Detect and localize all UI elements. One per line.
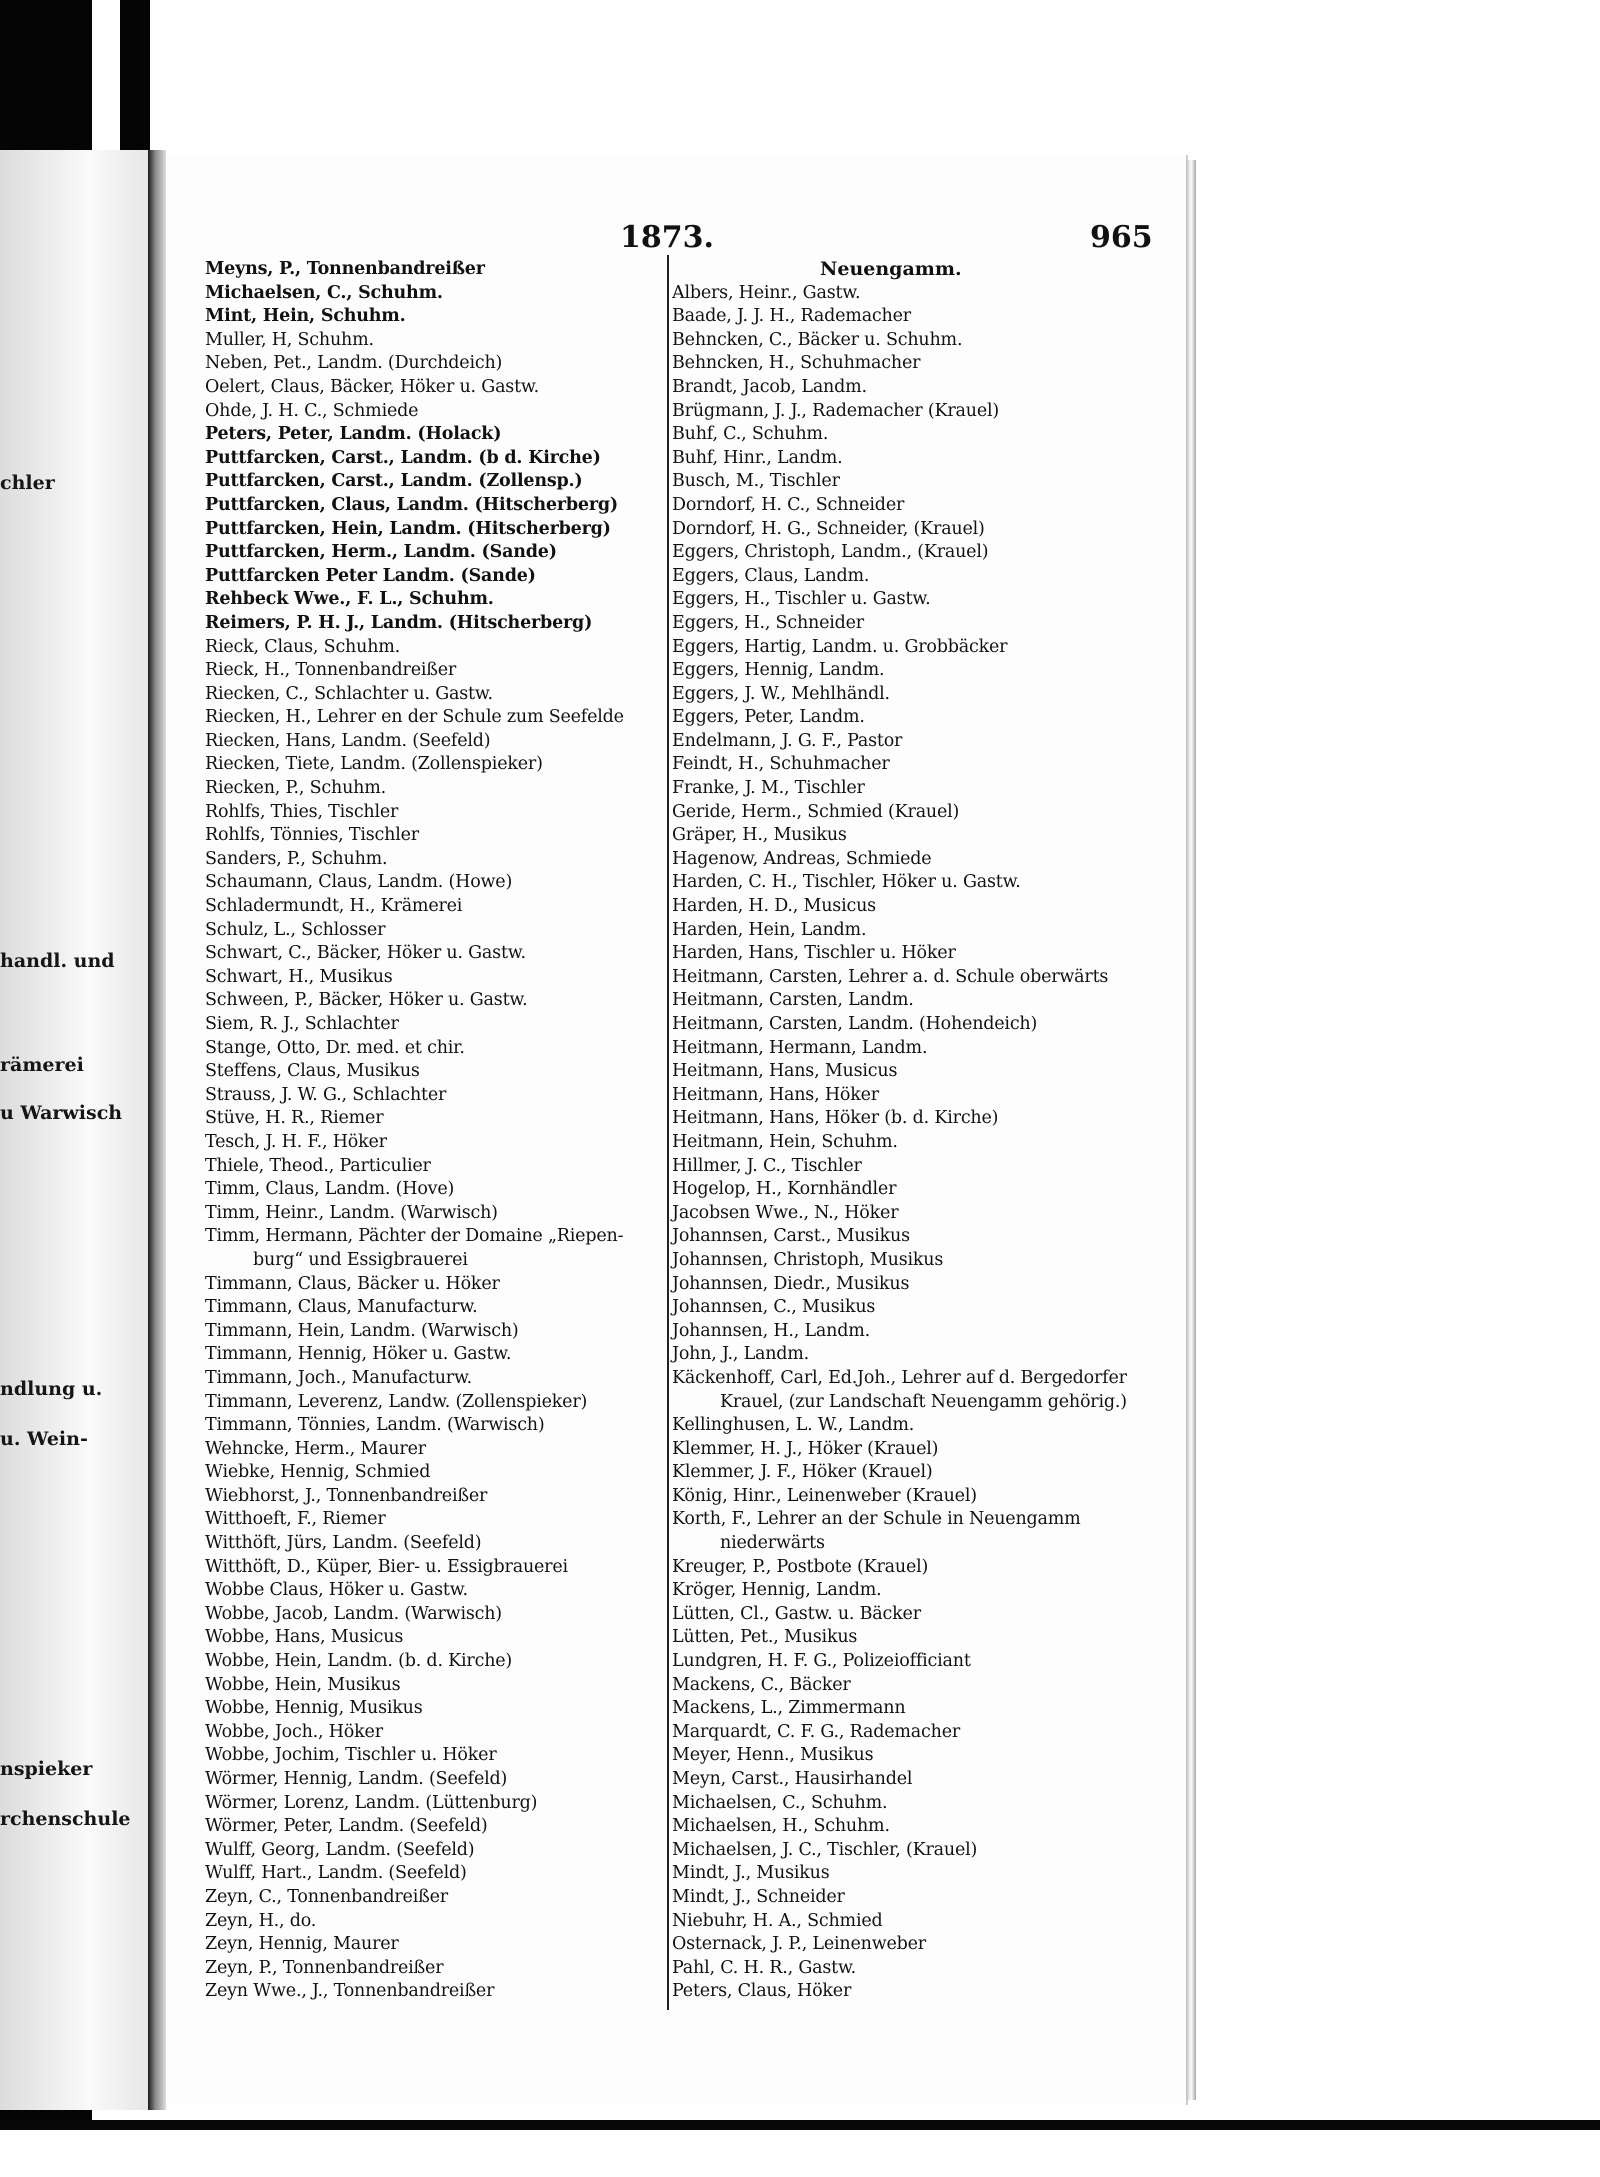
directory-entry: Neben, Pet., Landm. (Durchdeich) — [205, 353, 503, 374]
directory-entry: Buhf, Hinr., Landm. — [672, 447, 843, 468]
section-title-spacer — [672, 258, 1142, 282]
directory-entry: Wobbe, Joch., Höker — [205, 1721, 383, 1742]
directory-entry: Timmann, Claus, Bäcker u. Höker — [205, 1273, 500, 1294]
directory-entry: Baade, J. J. H., Rademacher — [672, 306, 911, 327]
directory-entry: Pahl, C. H. R., Gastw. — [672, 1957, 857, 1978]
directory-entry: Wulff, Georg, Landm. (Seefeld) — [205, 1839, 475, 1860]
left-fragment-text: ndlung u. — [0, 1378, 103, 1400]
directory-entry: Timmann, Claus, Manufacturw. — [205, 1297, 478, 1318]
scan-bottom-edge — [0, 2120, 1600, 2130]
left-fragment-text: handl. und — [0, 950, 115, 972]
directory-entry: Meyer, Henn., Musikus — [672, 1745, 874, 1766]
directory-entry: Wehncke, Herm., Maurer — [205, 1438, 426, 1459]
directory-entry: Eggers, J. W., Mehlhändl. — [672, 683, 890, 704]
directory-entry: Mint, Hein, Schuhm. — [205, 306, 406, 327]
directory-entry: Hillmer, J. C., Tischler — [672, 1155, 862, 1176]
directory-entry: Timmann, Leverenz, Landw. (Zollenspieker) — [205, 1391, 588, 1412]
left-fragment-text: nspieker — [0, 1758, 93, 1780]
directory-entry: Eggers, Peter, Landm. — [672, 707, 865, 728]
directory-entry: Zeyn, C., Tonnenbandreißer — [205, 1886, 448, 1907]
directory-entry: Riecken, Tiete, Landm. (Zollenspieker) — [205, 754, 543, 775]
directory-entry: Puttfarcken Peter Landm. (Sande) — [205, 565, 536, 586]
directory-entry: Klemmer, J. F., Höker (Krauel) — [672, 1462, 933, 1483]
directory-entry: Geride, Herm., Schmied (Krauel) — [672, 801, 960, 822]
directory-entry: Harden, C. H., Tischler, Höker u. Gastw. — [672, 872, 1021, 893]
directory-entry: Busch, M., Tischler — [672, 471, 840, 492]
directory-entry: Puttfarcken, Hein, Landm. (Hitscherberg) — [205, 518, 611, 539]
directory-entry: Wörmer, Peter, Landm. (Seefeld) — [205, 1816, 488, 1837]
directory-entry: Heitmann, Hans, Höker (b. d. Kirche) — [672, 1108, 999, 1129]
directory-entry: Eggers, H., Schneider — [672, 612, 864, 633]
directory-entry: Endelmann, J. G. F., Pastor — [672, 730, 903, 751]
book-gutter — [148, 150, 166, 2110]
left-fragment-text: u Warwisch — [0, 1102, 123, 1124]
directory-entry: Witthöft, Jürs, Landm. (Seefeld) — [205, 1533, 482, 1554]
directory-entry: Stüve, H. R., Riemer — [205, 1108, 384, 1129]
directory-entry: Mindt, J., Schneider — [672, 1886, 845, 1907]
directory-entry: Brandt, Jacob, Landm. — [672, 376, 867, 397]
directory-entry: Wobbe, Hennig, Musikus — [205, 1698, 423, 1719]
directory-entry: Timmann, Hein, Landm. (Warwisch) — [205, 1320, 519, 1341]
directory-entry: Riecken, H., Lehrer en der Schule zum Seefelde — [205, 707, 624, 728]
directory-entry: Puttfarcken, Herm., Landm. (Sande) — [205, 542, 557, 563]
directory-entry: Buhf, C., Schuhm. — [672, 424, 829, 445]
directory-entry: Rieck, Claus, Schuhm. — [205, 636, 401, 657]
book-spine-shadow-upper — [120, 0, 150, 150]
directory-entry: Wiebhorst, J., Tonnenbandreißer — [205, 1485, 488, 1506]
directory-entry: Schween, P., Bäcker, Höker u. Gastw. — [205, 990, 528, 1011]
directory-entry: Brügmann, J. J., Rademacher (Krauel) — [672, 400, 1000, 421]
directory-entry: Dorndorf, H. G., Schneider, (Krauel) — [672, 518, 985, 539]
directory-entry: Eggers, H., Tischler u. Gastw. — [672, 589, 931, 610]
directory-entry: Mackens, C., Bäcker — [672, 1674, 851, 1695]
directory-entry: Puttfarcken, Claus, Landm. (Hitscherberg) — [205, 494, 618, 515]
directory-entry: Dorndorf, H. C., Schneider — [672, 494, 905, 515]
directory-entry: Heitmann, Hein, Schuhm. — [672, 1131, 898, 1152]
directory-entry: Peters, Claus, Höker — [672, 1981, 852, 2002]
directory-entry: Rehbeck Wwe., F. L., Schuhm. — [205, 589, 494, 610]
directory-entry: Schwart, H., Musikus — [205, 966, 393, 987]
directory-entry: Rohlfs, Thies, Tischler — [205, 801, 399, 822]
directory-entry: Lundgren, H. F. G., Polizeiofficiant — [672, 1651, 971, 1672]
directory-entry: Wobbe, Jacob, Landm. (Warwisch) — [205, 1603, 502, 1624]
directory-entry: Wörmer, Hennig, Landm. (Seefeld) — [205, 1769, 508, 1789]
directory-entry: Rieck, H., Tonnenbandreißer — [205, 660, 457, 681]
directory-entry: Meyn, Carst., Hausirhandel — [672, 1769, 913, 1789]
directory-entry: Meyns, P., Tonnenbandreißer — [205, 259, 485, 279]
directory-entry: Johannsen, H., Landm. — [672, 1320, 870, 1341]
directory-entry: Kellinghusen, L. W., Landm. — [672, 1415, 915, 1436]
left-fragment-text: chler — [0, 472, 55, 494]
right-column-list — [672, 258, 1142, 2004]
directory-entry: Michaelsen, C., Schuhm. — [205, 282, 443, 303]
directory-entry: Behncken, H., Schuhmacher — [672, 353, 921, 374]
left-page-fragment — [0, 150, 150, 2110]
directory-entry: Jacobsen Wwe., N., Höker — [672, 1202, 899, 1223]
directory-entry: König, Hinr., Leinenweber (Krauel) — [672, 1485, 977, 1506]
directory-entry: Timmann, Joch., Manufacturw. — [205, 1367, 473, 1388]
directory-entry: Käckenhoff, Carl, Ed.Joh., Lehrer auf d. Bergedorfer — [672, 1367, 1127, 1388]
directory-entry: Heitmann, Carsten, Landm. (Hohendeich) — [672, 1014, 1038, 1034]
directory-entry: Puttfarcken, Carst., Landm. (b d. Kirche) — [205, 447, 601, 468]
directory-entry: Wobbe, Hein, Landm. (b. d. Kirche) — [205, 1651, 513, 1672]
section-title: Neuengamm. — [820, 258, 962, 280]
directory-entry: Zeyn, P., Tonnenbandreißer — [205, 1957, 444, 1978]
directory-entry: Heitmann, Hans, Höker — [672, 1084, 879, 1105]
directory-entry: Schaumann, Claus, Landm. (Howe) — [205, 872, 513, 893]
column-divider — [667, 255, 669, 2010]
directory-entry: Zeyn Wwe., J., Tonnenbandreißer — [205, 1981, 495, 2002]
directory-entry: Michaelsen, J. C., Tischler, (Krauel) — [672, 1839, 978, 1860]
directory-entry: Korth, F., Lehrer an der Schule in Neuengamm — [672, 1509, 1081, 1530]
directory-entry: Krauel, (zur Landschaft Neuengamm gehörig.) — [720, 1391, 1127, 1412]
directory-entry: Wulff, Hart., Landm. (Seefeld) — [205, 1863, 467, 1884]
directory-entry: Mackens, L., Zimmermann — [672, 1698, 906, 1719]
directory-entry: Johannsen, Carst., Musikus — [672, 1226, 910, 1247]
directory-entry: Zeyn, H., do. — [205, 1910, 317, 1931]
directory-entry: Marquardt, C. F. G., Rademacher — [672, 1721, 961, 1742]
directory-entry: Timm, Heinr., Landm. (Warwisch) — [205, 1202, 498, 1223]
directory-entry: Eggers, Christoph, Landm., (Krauel) — [672, 542, 989, 563]
directory-entry: Wobbe, Hans, Musicus — [205, 1627, 404, 1648]
left-fragment-text: rchenschule — [0, 1808, 131, 1830]
directory-entry: Schwart, C., Bäcker, Höker u. Gastw. — [205, 943, 526, 964]
directory-entry: Albers, Heinr., Gastw. — [672, 282, 861, 303]
directory-entry: Reimers, P. H. J., Landm. (Hitscherberg) — [205, 612, 593, 633]
left-fragment-text: u. Wein- — [0, 1428, 88, 1450]
left-fragment-text: rämerei — [0, 1054, 84, 1076]
directory-entry: Schladermundt, H., Krämerei — [205, 896, 463, 917]
directory-entry: niederwärts — [720, 1533, 825, 1554]
directory-entry: Eggers, Hartig, Landm. u. Grobbäcker — [672, 636, 1008, 657]
directory-entry: Tesch, J. H. F., Höker — [205, 1131, 387, 1152]
directory-entry: Ohde, J. H. C., Schmiede — [205, 400, 419, 421]
directory-entry: Gräper, H., Musikus — [672, 825, 847, 846]
directory-entry: Timmann, Hennig, Höker u. Gastw. — [205, 1344, 512, 1365]
directory-entry: Mindt, J., Musikus — [672, 1863, 830, 1884]
directory-entry: Puttfarcken, Carst., Landm. (Zollensp.) — [205, 471, 583, 492]
directory-entry: Peters, Peter, Landm. (Holack) — [205, 424, 502, 445]
directory-entry: Wörmer, Lorenz, Landm. (Lüttenburg) — [205, 1792, 538, 1813]
directory-entry: Steffens, Claus, Musikus — [205, 1061, 420, 1082]
directory-entry: Oelert, Claus, Bäcker, Höker u. Gastw. — [205, 376, 539, 397]
directory-entry: Michaelsen, H., Schuhm. — [672, 1816, 890, 1837]
directory-entry: Timmann, Tönnies, Landm. (Warwisch) — [205, 1415, 545, 1436]
directory-entry: Witthoeft, F., Riemer — [205, 1509, 386, 1530]
directory-entry: Strauss, J. W. G., Schlachter — [205, 1084, 447, 1105]
directory-entry: Heitmann, Carsten, Lehrer a. d. Schule oberwärts — [672, 966, 1109, 987]
directory-entry: Rohlfs, Tönnies, Tischler — [205, 825, 419, 846]
directory-entry: Harden, Hans, Tischler u. Höker — [672, 943, 956, 964]
page-edge — [1186, 160, 1196, 2100]
directory-entry: Wobbe Claus, Höker u. Gastw. — [205, 1580, 468, 1601]
directory-entry: Stange, Otto, Dr. med. et chir. — [205, 1037, 465, 1058]
directory-entry: Wiebke, Hennig, Schmied — [205, 1462, 431, 1483]
directory-entry: Behncken, C., Bäcker u. Schuhm. — [672, 329, 963, 350]
directory-entry: Johannsen, Diedr., Musikus — [672, 1273, 910, 1294]
directory-entry: Heitmann, Carsten, Landm. — [672, 990, 914, 1011]
left-column-list — [205, 258, 665, 2004]
directory-entry: Johannsen, C., Musikus — [672, 1297, 876, 1318]
directory-entry: Riecken, Hans, Landm. (Seefeld) — [205, 730, 491, 751]
directory-entry: Johannsen, Christoph, Musikus — [672, 1249, 944, 1270]
directory-entry: Lütten, Cl., Gastw. u. Bäcker — [672, 1603, 921, 1624]
directory-entry: John, J., Landm. — [672, 1344, 810, 1365]
page-header-year: 1873. — [620, 220, 714, 255]
directory-entry: Heitmann, Hermann, Landm. — [672, 1037, 928, 1058]
directory-entry: Hagenow, Andreas, Schmiede — [672, 848, 932, 869]
directory-entry: Eggers, Claus, Landm. — [672, 565, 870, 586]
directory-entry: Osternack, J. P., Leinenweber — [672, 1934, 926, 1955]
directory-entry: Heitmann, Hans, Musicus — [672, 1061, 898, 1082]
directory-entry: Franke, J. M., Tischler — [672, 778, 865, 799]
directory-entry: Niebuhr, H. A., Schmied — [672, 1910, 883, 1931]
directory-entry: Riecken, C., Schlachter u. Gastw. — [205, 683, 493, 704]
directory-entry: Eggers, Hennig, Landm. — [672, 660, 885, 681]
directory-entry: Wobbe, Hein, Musikus — [205, 1674, 401, 1695]
directory-entry: Harden, Hein, Landm. — [672, 919, 867, 940]
directory-entry: Harden, H. D., Musicus — [672, 896, 876, 917]
directory-entry: Siem, R. J., Schlachter — [205, 1014, 399, 1034]
directory-entry: Lütten, Pet., Musikus — [672, 1627, 858, 1648]
directory-entry: Klemmer, H. J., Höker (Krauel) — [672, 1438, 939, 1459]
directory-entry: Timm, Claus, Landm. (Hove) — [205, 1179, 455, 1200]
directory-entry: Feindt, H., Schuhmacher — [672, 754, 890, 775]
directory-entry: Zeyn, Hennig, Maurer — [205, 1934, 399, 1955]
directory-entry: Kreuger, P., Postbote (Krauel) — [672, 1556, 929, 1577]
page-number: 965 — [1090, 220, 1153, 255]
directory-entry: Muller, H, Schuhm. — [205, 329, 374, 350]
directory-entry: Michaelsen, C., Schuhm. — [672, 1792, 888, 1813]
directory-entry: Wobbe, Jochim, Tischler u. Höker — [205, 1745, 497, 1766]
directory-entry: Timm, Hermann, Pächter der Domaine „Riepen- — [205, 1226, 624, 1247]
directory-entry: Witthöft, D., Küper, Bier- u. Essigbrauerei — [205, 1556, 568, 1577]
directory-entry: Schulz, L., Schlosser — [205, 919, 386, 940]
directory-entry: Thiele, Theod., Particulier — [205, 1155, 431, 1176]
directory-entry: Sanders, P., Schuhm. — [205, 848, 388, 869]
directory-entry: burg“ und Essigbrauerei — [253, 1249, 468, 1270]
directory-entry: Hogelop, H., Kornhändler — [672, 1179, 897, 1200]
directory-entry: Riecken, P., Schuhm. — [205, 778, 386, 799]
directory-entry: Kröger, Hennig, Landm. — [672, 1580, 882, 1601]
